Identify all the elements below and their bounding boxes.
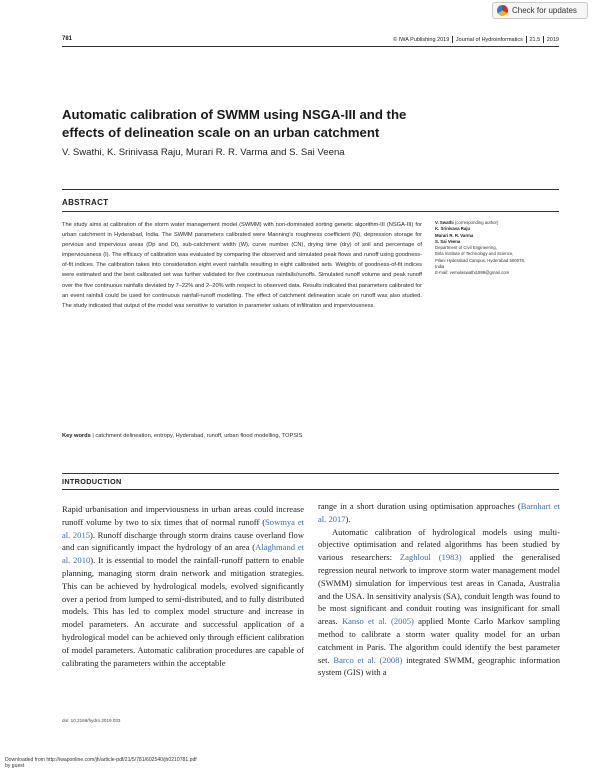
introduction-heading-rule — [62, 489, 559, 490]
affiliation-author-2: K. Srinivasa Raju — [435, 226, 471, 232]
citation-link[interactable]: Barco et al. (2008) — [333, 654, 403, 665]
paragraph: Rapid urbanisation and imperviousness in urban areas could increase runoff volume by two to six times that of normal runoff (Sowmya et al. 2015). Runoff discharge through storm drains cause overland flow and can significantly impact the hydrology of an area (Alaghmand et al. 2010). It is essential to model the rainfall-runoff pattern to enable planning, managing storm drain network and mitigation strategies. This can be achieved by hydrological models, evolved significantly over a period from lumped to semi-distributed, and to fully distributed models. This has led to complex model structure and increase in model parameters. An accurate and successful application of a hydrological model can be achieved only through efficient calibration of model parameters. Automatic calibration procedures are capable of calibrating the parameters within the acceptable — [62, 504, 304, 668]
doi[interactable]: doi: 10.2166/hydro.2019.033 — [62, 718, 121, 723]
header-separator — [452, 36, 453, 43]
check-for-updates-label: Check for updates — [512, 6, 577, 15]
citation-link[interactable]: Sowmya et al. 2015 — [62, 516, 304, 540]
check-for-updates-badge[interactable] — [492, 2, 588, 19]
affiliation-author-4: S. Sai Veena — [435, 238, 461, 244]
affiliation-institute: Birla Institute of Technology and Science, — [435, 251, 514, 257]
keywords-list: catchment delineation, entropy, Hyderabad, runoff, urban flood modelling, TOPSIS — [95, 433, 303, 439]
affiliation-campus: Pilani Hyderabad Campus, Hyderabad 500078, — [435, 257, 526, 263]
citation-link[interactable]: Alaghmand et al. 2010 — [62, 542, 304, 566]
title-line-2: effects of delineation scale on an urban catchment — [62, 125, 380, 140]
introduction-left-column — [62, 503, 304, 669]
citation-link[interactable]: Barnhart et al. 2017 — [318, 501, 560, 524]
affiliation-department: Department of Civil Engineering, — [435, 245, 497, 251]
keywords-separator: | — [92, 433, 96, 439]
header-rule — [62, 46, 559, 47]
author-list: V. Swathi, K. Srinivasa Raju, Murari R. R. Varma and S. Sai Veena — [62, 147, 345, 158]
article-title — [62, 106, 462, 142]
keywords — [62, 431, 442, 441]
citation-link[interactable]: Kanso et al. (2005) — [341, 616, 414, 627]
journal-name: Journal of Hydroinformatics — [455, 36, 523, 43]
paragraph: range in a short duration using optimisation approaches (Barnhart et al. 2017). — [318, 501, 560, 524]
header-separator — [526, 36, 527, 43]
abstract-text: The study aims at calibration of the storm water management model (SWMM) with non-dominated sorting genetic algorithm-III (NSGA-III) for urban catchment in Hyderabad, India. The SWMM parameters calibrated were Manning's roughness coefficient (N), depression storage for pervious and impervious areas (Dp and Di), sub-catchment width (W), curve number (CN), drying time (dry) of soil and percentage of imperviousness (I). The efficacy of calibration was evaluated by comparing the observed and simulated peak flows and runoff using goodness-of-fit indices. The calibration takes into consideration eight event rainfalls resulting in eight calibrated sets. Weights of goodness-of-fit indices were estimated and the best calibrated set was further validated for five continuous rainfalls/runoffs. Simulated runoff volume and peak runoff over the five continuous rainfalls deviated by 7–22% and 2–20% with respect to observed data. Results indicated that parameters calibrated for an event rainfall could be used for continuous rainfall-runoff modelling. The effect of catchment delineation scale on runoff was also studied. The study indicated that output of the model was sensitive to variation in parameter values of infiltration and imperviousness. — [62, 222, 422, 309]
title-line-1: Automatic calibration of SWMM using NSGA-III and the — [62, 107, 407, 122]
keywords-label: Key words — [62, 433, 91, 439]
download-source[interactable]: Downloaded from http://iwaponline.com/jh/article-pdf/21/5/781/602540/jh0210781.pdf — [5, 757, 197, 763]
paragraph: Automatic calibration of hydrological models using multi-objective optimisation and related algorithms has been studied by various researchers: Zaghloul (1983) applied the generalised regression neural network to improve storm water management model (SWMM) simulation for impervious test areas in Canada, Australia and the USA. In sensitivity analysis (SA), conduit length was found to be most significant and conduit routing was insignificant for small areas. Kanso et al. (2005) applied Monte Carlo Markov sampling method to calibrate a storm water quality model for an urban catchment in Paris. The algorithm could identify the best parameter set. Barco et al. (2008) integrated SWMM, geographic information system (GIS) with a — [318, 526, 560, 678]
abstract-top-rule — [62, 189, 559, 190]
running-header — [62, 34, 559, 48]
affiliation-author-1: V. Swathi (corresponding author) — [435, 220, 499, 225]
download-user: by guest — [5, 763, 25, 769]
header-separator — [543, 36, 544, 43]
introduction-heading: INTRODUCTION — [62, 477, 122, 486]
introduction-right-column — [318, 500, 560, 679]
citation-link[interactable]: Zaghloul (1983) — [399, 552, 462, 563]
abstract-heading-rule — [62, 211, 559, 212]
affiliation-block — [435, 220, 565, 277]
journal-info — [393, 36, 559, 43]
affiliation-email[interactable]: E-mail: vemulaswathi1999@gmail.com — [435, 270, 510, 276]
page-number: 781 — [62, 36, 73, 42]
affiliation-author-3: Murari R. R. Varma — [435, 232, 474, 238]
journal-year: 2019 — [546, 36, 559, 43]
journal-volume: 21.5 — [529, 36, 541, 43]
download-footer — [5, 757, 197, 769]
crossmark-icon — [497, 5, 508, 16]
affiliation-country: India — [435, 264, 445, 270]
copyright: © IWA Publishing 2019 — [393, 36, 450, 43]
abstract-heading: ABSTRACT — [62, 198, 109, 207]
introduction-top-rule — [62, 473, 559, 474]
